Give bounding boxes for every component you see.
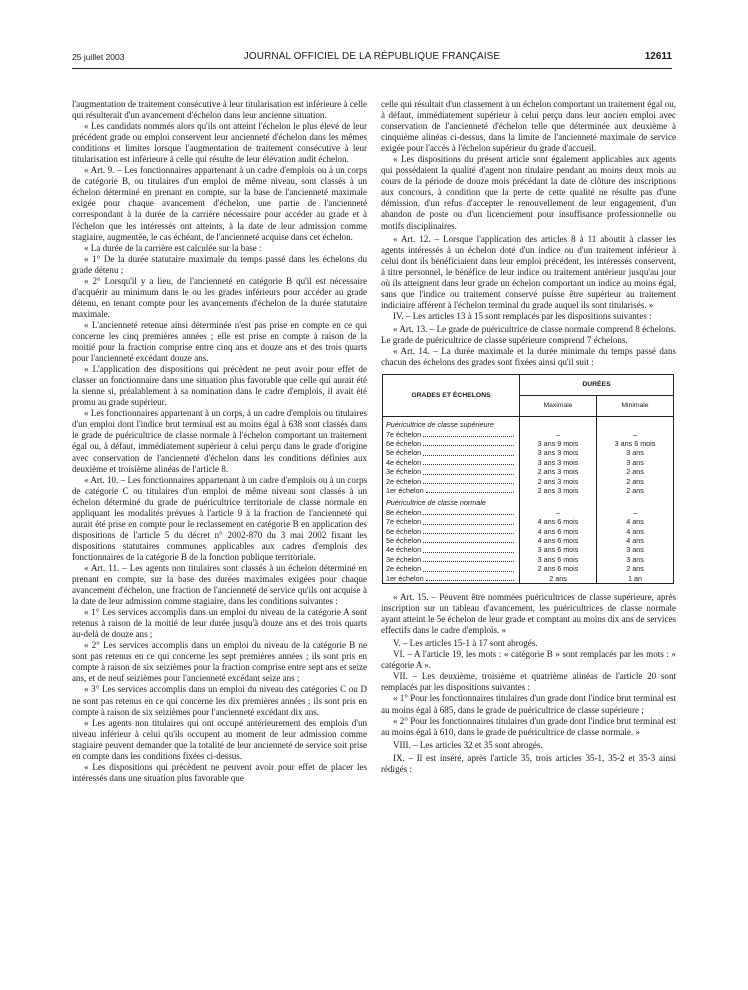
echelon-cell (383, 458, 520, 467)
dot-leader (423, 517, 514, 524)
duree-min-cell: 3 ans (597, 555, 674, 564)
table-row (383, 555, 674, 564)
table-row (383, 486, 674, 495)
duree-max-cell: 3 ans 3 mois (520, 448, 597, 457)
echelon-cell (383, 439, 520, 448)
duree-max-cell: 2 ans 3 mois (520, 477, 597, 486)
duree-max-cell: 2 ans (520, 574, 597, 584)
dot-leader (423, 545, 514, 552)
duree-max-cell: 3 ans 3 mois (520, 458, 597, 467)
col-header-minimale: Minimale (597, 396, 674, 417)
echelon-label: 4e échelon (386, 457, 422, 467)
table-row (383, 574, 674, 584)
dot-leader (423, 536, 514, 543)
echelon-label: 1er échelon (386, 573, 424, 583)
echelon-cell (383, 486, 520, 495)
echelon-cell (383, 536, 520, 545)
paragraph: « Les dispositions du présent article sont également applicables aux agents qui possédaient la qualité d'agent non titulaire pendant au moins deux mois au cours de la période de douze mois précédant la date de clôture des inscriptions aux concours, à condition que la perte de cette qualité ne résulte pas d'une démission, d'un refus d'accepter le renouvellement de leur engagement, d'un abandon de poste ou d'un licenciement pour insuffisance professionnelle ou motifs disciplinaires. (381, 154, 676, 231)
paragraph: « Art. 11. – Les agents non titulaires sont classés à un échelon déterminé en prenant en compte, sur la base des durées maximales exigées pour chaque avancement d'échelon, une fraction de l'ancienneté de service qu'ils ont acquise à la date de leur admission comme stagiaire, dans les conditions suivantes : (72, 562, 367, 607)
paragraph: « Les fonctionnaires appartenant à un corps, à un cadre d'emplois ou titulaires d'un emploi dont l'indice brut terminal est au moins égal à 638 sont classés dans le grade de puéricultrice de classe normale à l'échelon comportant un traitement égal ou, à défaut, immédiatement supérieur à celui perçu dans le grade d'origine avec conservation de l'ancienneté d'échelon dans les conditions définies aux deuxième et troisième alinéas de l'article 8. (72, 408, 367, 474)
echelon-label: 5e échelon (386, 536, 422, 545)
table-row (383, 536, 674, 545)
issue-date: 25 juillet 2003 (72, 52, 125, 62)
echelon-cell (383, 448, 520, 457)
duree-min-cell: 3 ans (597, 448, 674, 457)
echelon-label: 2e échelon (386, 476, 422, 486)
paragraph: « Art. 9. – Les fonctionnaires appartenant à un cadre d'emplois ou à un corps de catégorie B, ou titulaires d'un emploi de même niveau, sont classés à un échelon déterminé en prenant en compte, sur la base de l'ancienneté maximale exigée pour chaque avancement d'échelon, une partie de l'ancienneté correspondant à la durée de la carrière nécessaire pour accéder au grade et à l'échelon que les intéressés ont atteints, à la date de leur admission comme stagiaire, augmentée, le cas échéant, de l'ancienneté acquise dans cet échelon. (72, 165, 367, 242)
echelon-cell (383, 477, 520, 486)
table-row (383, 477, 674, 486)
table-row (383, 545, 674, 554)
duree-min-cell: 4 ans (597, 536, 674, 545)
dot-leader (423, 458, 514, 465)
duree-min-cell: 1 an (597, 574, 674, 584)
dot-leader (423, 467, 514, 474)
duree-max-cell: 2 ans 3 mois (520, 467, 597, 476)
page-header (72, 50, 672, 66)
paragraph: IV. – Les articles 13 à 15 sont remplacés par les dispositions suivantes : (393, 310, 652, 321)
table-row (383, 430, 674, 439)
paragraph: « 1° Les services accomplis dans un emploi du niveau de la catégorie A sont retenus à raison de la moitié de leur durée jusqu'à douze ans et des trois quarts au-delà de douze ans ; (72, 607, 367, 640)
paragraph: « 2° Pour les fonctionnaires titulaires d'un grade dont l'indice brut terminal est au moins égal à 610, dans le grade de puéricultrice de classe normale. » (381, 715, 676, 737)
paragraph: « 1° De la durée statutaire maximale du temps passé dans les échelons du grade détenu ; (72, 253, 367, 275)
table-row (383, 458, 674, 467)
duree-min-cell: 3 ans 6 mois (597, 439, 674, 448)
right-column-bottom-text (381, 592, 676, 775)
duree-max-cell: 3 ans 9 mois (520, 439, 597, 448)
dot-leader (423, 439, 514, 446)
table-row (383, 448, 674, 457)
duree-max-cell: 4 ans 6 mois (520, 517, 597, 526)
echelon-cell (383, 574, 520, 584)
duree-min-cell: – (597, 430, 674, 439)
duree-max-cell: – (520, 430, 597, 439)
duree-min-cell: 3 ans (597, 458, 674, 467)
paragraph: VI. – A l'article 19, les mots : « catégorie B » sont remplacés par les mots : « catégorie A ». (381, 649, 676, 671)
paragraph: « 2° Les services accomplis dans un emploi du niveau de la catégorie B ne sont pas retenus en ce qui concerne les sept premières années ; ils sont pris en compte à raison de six seizièmes pour la fraction comprise entre sept ans et seize ans, et de neuf seizièmes pour l'ancienneté excédant seize ans ; (72, 640, 367, 684)
table-row (383, 564, 674, 573)
journal-title: JOURNAL OFFICIEL DE LA RÉPUBLIQUE FRANÇAISE (243, 51, 501, 62)
duree-max-cell: 3 ans 6 mois (520, 555, 597, 564)
table-row (383, 517, 674, 526)
duree-min-cell: 2 ans (597, 467, 674, 476)
empty-cell (520, 495, 597, 507)
grade-title: Puéricultrice de classe supérieure (383, 417, 520, 430)
left-column (72, 99, 367, 784)
paragraph: VII. – Les deuxième, troisième et quatrième alinéas de l'article 20 sont remplacés par les dispositions suivantes : (381, 671, 676, 693)
page-number: 12611 (644, 51, 672, 62)
col-header-grades: GRADES ET ÉCHELONS (383, 375, 520, 417)
empty-cell (520, 417, 597, 430)
dot-leader (423, 527, 514, 534)
duree-min-cell: 2 ans (597, 486, 674, 495)
dot-leader (423, 448, 514, 455)
durees-table-body (383, 417, 674, 584)
echelon-cell (383, 517, 520, 526)
duree-min-cell: 2 ans (597, 564, 674, 573)
paragraph: « Art. 13. – Le grade de puéricultrice de classe normale comprend 8 échelons. Le grade de puéricultrice de classe supérieure comprend 7 échelons. (381, 323, 676, 345)
paragraph: « L'ancienneté retenue ainsi déterminée n'est pas prise en compte en ce qui concerne les cinq premières années ; elle est prise en compte à raison de la moitié pour la fraction comprise entre cinq ans et douze ans et des trois quarts pour l'ancienneté excédant douze ans. (72, 319, 367, 364)
paragraph: « La durée de la carrière est calculée sur la base : (84, 242, 262, 253)
table-row (383, 508, 674, 517)
paragraph: VIII. – Les articles 32 et 35 sont abrogés. (393, 739, 543, 750)
echelon-label: 3e échelon (386, 554, 422, 564)
paragraph: « 3° Les services accomplis dans un emploi du niveau des catégories C ou D ne sont pas retenus en ce qui concerne les dix premières années ; ils sont pris en compte à raison de six seizièmes pour l'ancienneté excédant dix ans. (72, 684, 367, 717)
paragraph: « L'application des dispositions qui précèdent ne peut avoir pour effet de classer un fonctionnaire dans une situation plus favorable que celle qui aurait été la sienne si, préalablement à sa nomination dans le cadre d'emplois, il avait été promu au grade supérieur. (72, 364, 367, 408)
duree-min-cell: 4 ans (597, 517, 674, 526)
paragraph: celle qui résultait d'un classement à un échelon comportant un traitement égal ou, à défaut, immédiatement supérieur à celui perçu dans leur ancien emploi avec conservation de l'ancienneté d'échelon telle que déterminée aux deuxième à cinquième alinéas ci-dessus, dans la limite de l'ancienneté maximale de service exigée pour l'accès à l'échelon supérieur du grade d'accueil. (381, 99, 676, 154)
dot-leader (423, 508, 514, 515)
dot-leader (423, 555, 514, 562)
echelon-label: 5e échelon (386, 448, 422, 458)
echelon-cell (383, 508, 520, 517)
paragraph: V. – Les articles 15-1 à 17 sont abrogés. (393, 638, 538, 649)
paragraph: l'augmentation de traitement consécutive à leur titularisation est inférieure à celle qui résulterait d'un avancement d'échelon dans leur ancienne situation. (72, 99, 367, 121)
dot-leader (423, 430, 514, 437)
durees-table (382, 374, 674, 584)
empty-cell (597, 495, 674, 507)
table-row (383, 467, 674, 476)
echelon-cell (383, 564, 520, 573)
duree-min-cell: 2 ans (597, 477, 674, 486)
echelon-label: 6e échelon (386, 438, 422, 448)
paragraph: « Art. 12. – Lorsque l'application des articles 8 à 11 aboutit à classer les agents intéressés à un échelon doté d'un indice ou d'un traitement inférieur à celui dont ils bénéficiaient dans leur emploi précédent, les intéressés conservent, à titre personnel, le bénéfice de leur indice ou traitement antérieur jusqu'au jour où ils atteignent dans leur grade un échelon comportant un indice au moins égal, sans que l'indice ou traitement conservé puisse être supérieur au traitement indiciaire afférent à l'échelon terminal du grade auquel ils sont titularisés. » (381, 233, 676, 310)
echelon-label: 8e échelon (386, 507, 422, 517)
paragraph: « Art. 10. – Les fonctionnaires appartenant à un cadre d'emplois ou à un corps de catégorie C ou titulaires d'un emploi de même niveau sont classés à un échelon déterminé du grade de puéricultrice territoriale de classe normale en appliquant les modalités prévues à l'article 9 à la fraction de l'ancienneté qui aurait été prise en compte pour le reclassement en catégorie B en application des dispositions de l'article 5 du décret n° 2002-870 du 3 mai 2002 fixant les dispositions statutaires communes applicables aux cadres d'emplois des fonctionnaires de la catégorie B de la fonction publique territoriale. (72, 474, 367, 562)
echelon-label: 3e échelon (386, 467, 422, 477)
duree-max-cell: 4 ans 6 mois (520, 527, 597, 536)
echelon-label: 1er échelon (386, 485, 424, 495)
echelon-label: 7e échelon (386, 517, 422, 527)
duree-min-cell: – (597, 508, 674, 517)
grade-group-row (383, 417, 674, 430)
dot-leader (426, 486, 514, 493)
echelon-label: 4e échelon (386, 545, 422, 555)
paragraph: « Les agents non titulaires qui ont occupé antérieurement des emplois d'un niveau inférieur à celui qu'ils occupent au moment de leur admission comme stagiaire peuvent demander que la totalité de leur ancienneté de service soit prise en compte dans les conditions fixées ci-dessus. (72, 717, 367, 761)
duree-max-cell: 2 ans 3 mois (520, 486, 597, 495)
paragraph: « Les dispositions qui précèdent ne peuvent avoir pour effet de placer les intéressés dans une situation plus favorable que (72, 761, 367, 783)
grade-title: Puéricultrice de classe normale (383, 495, 520, 507)
echelon-label: 6e échelon (386, 526, 422, 536)
dot-leader (423, 477, 514, 484)
echelon-cell (383, 430, 520, 439)
grade-group-row (383, 495, 674, 507)
dot-leader (426, 574, 514, 581)
echelon-cell (383, 467, 520, 476)
dot-leader (423, 564, 514, 571)
echelon-cell (383, 545, 520, 554)
echelon-cell (383, 527, 520, 536)
empty-cell (597, 417, 674, 430)
right-column (381, 99, 676, 775)
paragraph: IX. – Il est inséré, après l'article 35, trois articles 35-1, 35-2 et 35-3 ainsi rédigés : (381, 752, 676, 774)
duree-max-cell: 2 ans 6 mois (520, 564, 597, 573)
paragraph: « Art. 14. – La durée maximale et la durée minimale du temps passé dans chacun des échelons des grades sont fixées ainsi qu'il suit : (381, 346, 676, 368)
paragraph: « Les candidats nommés alors qu'ils ont atteint l'échelon le plus élevé de leur précédent grade ou emploi conservent leur ancienneté d'échelon dans les mêmes conditions et limites lorsque l'augmentation de traitement consécutive à leur titularisation est inférieure à celle qui résulte de leur élévation audit échelon. (72, 121, 367, 165)
col-header-maximale: Maximale (520, 396, 597, 417)
echelon-cell (383, 555, 520, 564)
echelon-label: 2e échelon (386, 564, 422, 574)
duree-max-cell: 4 ans 6 mois (520, 536, 597, 545)
duree-min-cell: 3 ans (597, 545, 674, 554)
duree-min-cell: 4 ans (597, 527, 674, 536)
table-row (383, 527, 674, 536)
table-row (383, 439, 674, 448)
echelon-label: 7e échelon (386, 429, 422, 439)
duree-max-cell: 3 ans 6 mois (520, 545, 597, 554)
paragraph: « 2° Lorsqu'il y a lieu, de l'ancienneté en catégorie B qu'il est nécessaire d'acquérir au minimum dans le ou les grades inférieurs pour accéder au grade détenu, en tenant compte pour les avancements d'échelon de la durée statutaire maximale. (72, 275, 367, 319)
paragraph: « Art. 15. – Peuvent être nommées puéricultrices de classe supérieure, après inscription sur un tableau d'avancement, les puéricultrices de classe normale ayant atteint le 5e échelon de leur grade et comptant au moins dix ans de services effectifs dans le cadre d'emplois. » (381, 592, 676, 636)
paragraph: « 1° Pour les fonctionnaires titulaires d'un grade dont l'indice brut terminal est au moins égal à 685, dans le grade de puéricultrice de classe supérieure ; (381, 693, 676, 715)
duree-max-cell: – (520, 508, 597, 517)
right-column-top-text (381, 99, 676, 368)
header-rule (72, 68, 672, 69)
col-header-durees: DURÉES (520, 375, 674, 396)
